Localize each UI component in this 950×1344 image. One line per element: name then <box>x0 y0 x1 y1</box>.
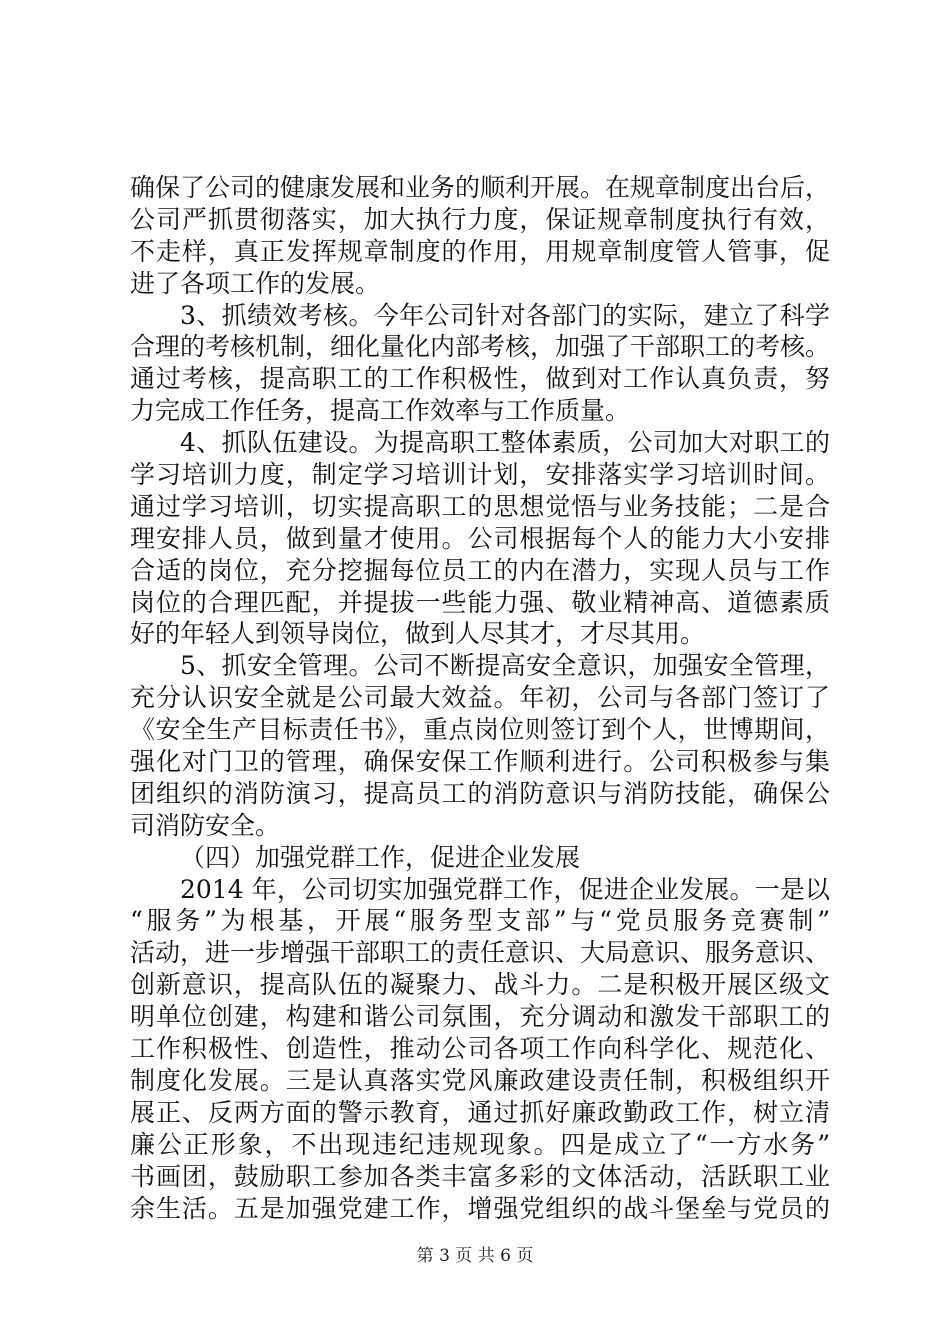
text-line: 3、抓绩效考核。今年公司针对各部门的实际，建立了科学 <box>180 300 830 330</box>
text-line: 合适的岗位，充分挖掘每位员工的内在潜力，实现人员与工作 <box>130 555 830 585</box>
text-line: 力完成工作任务，提高工作效率与工作质量。 <box>130 396 631 426</box>
text-line: 理安排人员，做到量才使用。公司根据每个人的能力大小安排 <box>130 523 830 553</box>
text-line: 工作积极性、创造性，推动公司各项工作向科学化、规范化、 <box>130 1034 830 1064</box>
text-line: 合理的考核机制，细化量化内部考核，加强了干部职工的考核。 <box>130 332 831 362</box>
text-line: 好的年轻人到领导岗位，做到人尽其才，才尽其用。 <box>130 619 706 649</box>
text-line: 4、抓队伍建设。为提高职工整体素质，公司加大对职工的 <box>180 428 830 458</box>
text-line: 不走样，真正发挥规章制度的作用，用规章制度管人管事，促 <box>130 236 830 266</box>
text-line: 创新意识，提高队伍的凝聚力、战斗力。二是积极开展区级文 <box>130 970 830 1000</box>
text-line: 通过学习培训，切实提高职工的思想觉悟与业务技能；二是合 <box>130 491 830 521</box>
text-line: 5、抓安全管理。公司不断提高安全意识，加强安全管理， <box>180 651 830 681</box>
text-line: 团组织的消防演习，提高员工的消防意识与消防技能，确保公 <box>130 778 830 808</box>
text-line: “服务”为根基，开展“服务型支部”与“党员服务竞赛制” <box>130 906 830 936</box>
page-footer: 第 3 页 共 6 页 <box>416 1246 534 1266</box>
text-line: 《安全生产目标责任书》，重点岗位则签订到个人，世博期间， <box>130 715 830 745</box>
body-text <box>130 172 830 1224</box>
text-line: 明单位创建，构建和谐公司氛围，充分调动和激发干部职工的 <box>130 1002 830 1032</box>
text-line: 公司严抓贯彻落实，加大执行力度，保证规章制度执行有效， <box>130 204 830 234</box>
text-line: 2014 年，公司切实加强党群工作，促进企业发展。一是以 <box>180 874 830 904</box>
text-line: 岗位的合理匹配，并提拔一些能力强、敬业精神高、道德素质 <box>130 587 830 617</box>
text-line: 充分认识安全就是公司最大效益。年初，公司与各部门签订了 <box>130 683 830 713</box>
text-line: 学习培训力度，制定学习培训计划，安排落实学习培训时间。 <box>130 460 830 490</box>
text-line: 进了各项工作的发展。 <box>130 268 381 298</box>
text-line: 制度化发展。三是认真落实党风廉政建设责任制，积极组织开 <box>130 1065 830 1095</box>
text-line: 活动，进一步增强干部职工的责任意识、大局意识、服务意识、 <box>130 938 831 968</box>
text-line: 强化对门卫的管理，确保安保工作顺利进行。公司积极参与集 <box>130 747 830 777</box>
text-line: 余生活。五是加强党建工作，增强党组织的战斗堡垒与党员的 <box>130 1193 830 1223</box>
text-line: 廉公正形象，不出现违纪违规现象。四是成立了“一方水务” <box>130 1129 830 1159</box>
text-line: （四）加强党群工作，促进企业发展 <box>180 842 581 872</box>
text-line: 展正、反两方面的警示教育，通过抓好廉政勤政工作，树立清 <box>130 1097 830 1127</box>
text-line: 司消防安全。 <box>130 810 281 840</box>
text-line: 书画团，鼓励职工参加各类丰富多彩的文体活动，活跃职工业 <box>130 1161 830 1191</box>
text-line: 通过考核，提高职工的工作积极性，做到对工作认真负责，努 <box>130 364 830 394</box>
text-line: 确保了公司的健康发展和业务的顺利开展。在规章制度出台后， <box>130 173 831 202</box>
